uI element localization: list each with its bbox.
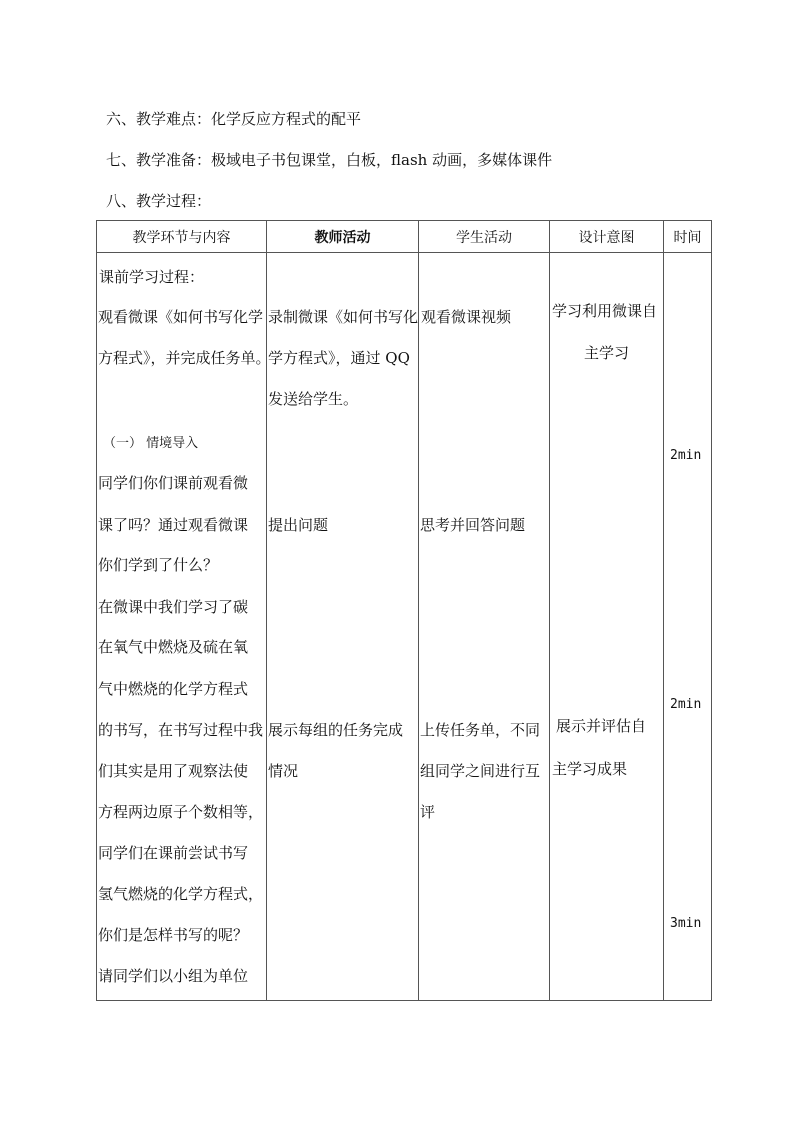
teacher-line: 学方程式》，通过 QQ — [268, 349, 410, 367]
teaching-process-heading: 八、教学过程： — [106, 192, 212, 210]
content-line: 你们是怎样书写的呢？ — [98, 926, 249, 944]
design-intent-cell — [550, 253, 664, 1001]
content-line: 在微课中我们学习了碳 — [98, 598, 249, 616]
intent-line: 主学习成果 — [552, 760, 628, 778]
content-line: 同学们你们课前观看微 — [98, 474, 249, 492]
content-line: 的书写，在书写过程中我 — [98, 721, 264, 739]
content-line: 请同学们以小组为单位 — [98, 967, 249, 985]
segment-content-cell — [97, 253, 271, 1001]
time-value: 2min — [670, 697, 702, 712]
header-design-intent: 设计意图 — [550, 221, 664, 253]
header-segment-content: 教学环节与内容 — [97, 221, 267, 253]
time-value: 2min — [670, 448, 702, 463]
teaching-preparation-line: 七、教学准备：极域电子书包课堂，白板，flash 动画，多媒体课件 — [106, 151, 553, 169]
student-line: 上传任务单，不同 — [420, 721, 541, 739]
content-line: 你们学到了什么？ — [98, 556, 219, 574]
student-activity-cell — [419, 253, 550, 1001]
time-value: 3min — [670, 916, 702, 931]
content-line: 同学们在课前尝试书写 — [98, 844, 249, 862]
table-row — [97, 253, 712, 1001]
student-line: 思考并回答问题 — [420, 516, 526, 534]
content-line: 在氧气中燃烧及硫在氧 — [98, 638, 249, 656]
teacher-line: 发送给学生。 — [268, 390, 359, 408]
content-line: 氢气燃烧的化学方程式， — [98, 885, 264, 903]
teacher-line: 录制微课《如何书写化 — [268, 308, 419, 326]
section-heading-situation-intro: （一） 情境导入 — [103, 436, 199, 451]
content-line: 课前学习过程： — [99, 268, 205, 286]
student-line: 评 — [420, 803, 436, 821]
content-line: 观看微课《如何书写化学 — [98, 308, 264, 326]
teacher-activity-cell — [267, 253, 419, 1001]
intent-line: 学习利用微课自 — [552, 302, 658, 320]
header-teacher-activity: 教师活动 — [267, 221, 419, 253]
content-line: 方程两边原子个数相等， — [98, 803, 264, 821]
student-line: 组同学之间进行互 — [420, 762, 541, 780]
content-line: 气中燃烧的化学方程式 — [98, 680, 249, 698]
teaching-difficulty-line: 六、教学难点：化学反应方程式的配平 — [106, 110, 362, 128]
content-line: 课了吗？通过观看微课 — [98, 516, 249, 534]
time-cell — [664, 253, 712, 1001]
intent-line: 展示并评估自 — [556, 717, 647, 735]
content-line: 们其实是用了观察法使 — [98, 762, 249, 780]
lesson-plan-table — [96, 220, 712, 1001]
content-line: 方程式》，并完成任务单。 — [98, 349, 271, 367]
header-time: 时间 — [664, 221, 712, 253]
teacher-line: 情况 — [268, 762, 299, 780]
student-line: 观看微课视频 — [421, 308, 512, 326]
table-header-row — [97, 221, 712, 253]
teacher-line: 展示每组的任务完成 — [268, 721, 404, 739]
header-student-activity: 学生活动 — [419, 221, 550, 253]
teacher-line: 提出问题 — [268, 516, 329, 534]
intent-line: 主学习 — [584, 344, 630, 362]
